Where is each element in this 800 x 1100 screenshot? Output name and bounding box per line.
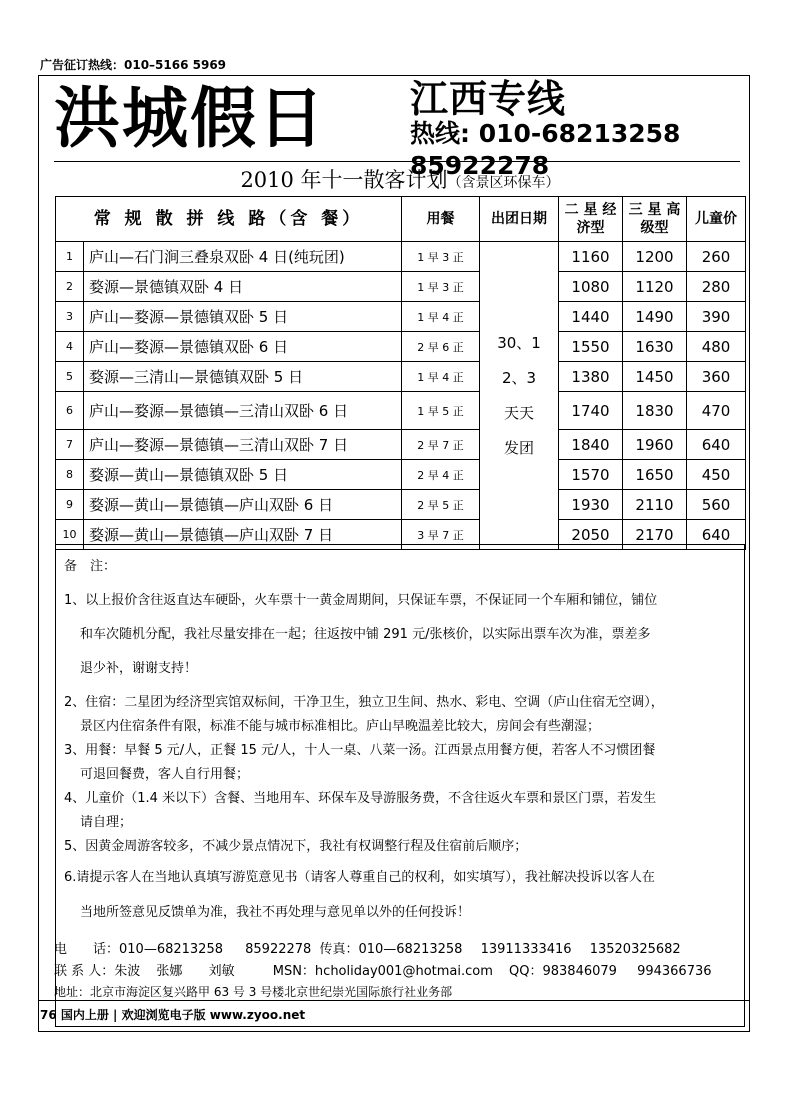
row-meal: 2 早 5 正	[402, 490, 480, 520]
header-three-star: 三 星 高级型	[623, 197, 687, 242]
note-4-cont: 请自理；	[80, 815, 133, 830]
row-no: 8	[56, 460, 84, 490]
table-row	[56, 392, 746, 430]
note-1: 1、以上报价含往返直达车硬卧，火车票十一黄金周期间，只保证车票，不保证同一个车厢和铺位，铺位	[64, 593, 658, 608]
row-route: 庐山—婺源—景德镇双卧 5 日	[84, 302, 402, 332]
row-no: 4	[56, 332, 84, 362]
row-route: 庐山—石门涧三叠泉双卧 4 日(纯玩团)	[84, 242, 402, 272]
table-row	[56, 332, 746, 362]
row-three-star: 1830	[623, 392, 687, 430]
row-route: 婺源—黄山—景德镇—庐山双卧 6 日	[84, 490, 402, 520]
line-name: 江西专线	[410, 77, 567, 121]
row-route: 庐山—婺源—景德镇—三清山双卧 6 日	[84, 392, 402, 430]
person-label: 联 系 人：	[54, 964, 115, 979]
table-row	[56, 460, 746, 490]
row-no: 7	[56, 430, 84, 460]
header-route: 常 规 散 拼 线 路（含 餐）	[56, 197, 402, 242]
brand-name: 洪城假日	[54, 79, 326, 157]
row-child: 640	[687, 520, 746, 550]
table-row	[56, 490, 746, 520]
row-three-star: 1200	[623, 242, 687, 272]
note-4: 4、儿童价（1.4 米以下）含餐、当地用车、环保车及导游服务费，不含往返火车票和景区门票，若发生	[64, 791, 657, 806]
plan-title-note: （含景区环保车）	[447, 175, 560, 191]
qq-contact: 994366736	[637, 964, 712, 979]
row-meal: 1 早 4 正	[402, 302, 480, 332]
contact-person: 朱波	[114, 964, 141, 979]
note-2: 2、住宿：二星团为经济型宾馆双标间，干净卫生，独立卫生间、热水、彩电、空调（庐山住宿无空调），	[64, 695, 664, 710]
price-table	[55, 196, 746, 550]
table-row	[56, 272, 746, 302]
row-three-star: 1450	[623, 362, 687, 392]
phone-number: 85922278	[245, 942, 312, 957]
mobile-number: 13520325682	[589, 942, 681, 957]
plan-title	[0, 166, 800, 197]
note-6: 6.请提示客人在当地认真填写游览意见书（请客人尊重自己的权利，如实填写），我社解决投诉以客人在	[64, 870, 655, 885]
row-meal: 1 早 5 正	[402, 392, 480, 430]
row-two-star: 2050	[559, 520, 623, 550]
msn-contact: MSN：hcholiday001@hotmai.com	[272, 964, 493, 979]
mobile-number: 13911333416	[480, 942, 572, 957]
note-3-cont: 可退回餐费，客人自行用餐；	[80, 767, 250, 782]
row-child: 560	[687, 490, 746, 520]
row-meal: 1 早 3 正	[402, 272, 480, 302]
contact-person: 张娜	[156, 964, 183, 979]
note-6-cont: 当地所签意见反馈单为准，我社不再处理与意见单以外的任何投诉！	[80, 905, 471, 920]
row-three-star: 1630	[623, 332, 687, 362]
row-two-star: 1160	[559, 242, 623, 272]
table-row	[56, 302, 746, 332]
row-no: 6	[56, 392, 84, 430]
hotline: 热线: 010-68213258 85922278	[410, 119, 681, 180]
dates-line: 30、1	[497, 333, 541, 352]
qq-contact: QQ：983846079	[509, 964, 617, 979]
fax-label: 传真：	[319, 942, 359, 957]
note-5: 5、因黄金周游客较多，不减少景点情况下，我社有权调整行程及住宿前后顺序；	[64, 839, 528, 854]
row-child: 480	[687, 332, 746, 362]
row-meal: 1 早 3 正	[402, 242, 480, 272]
phone-number: 010—68213258	[119, 942, 223, 957]
row-route: 婺源—黄山—景德镇双卧 5 日	[84, 460, 402, 490]
row-meal: 3 早 7 正	[402, 520, 480, 550]
row-three-star: 2110	[623, 490, 687, 520]
dates-line: 2、3	[501, 368, 537, 387]
phone-label: 电 话：	[54, 942, 120, 957]
row-no: 10	[56, 520, 84, 550]
header-divider	[54, 161, 740, 162]
row-no: 1	[56, 242, 84, 272]
row-no: 5	[56, 362, 84, 392]
header-child: 儿童价	[687, 197, 746, 242]
row-two-star: 1740	[559, 392, 623, 430]
row-route: 婺源—三清山—景德镇双卧 5 日	[84, 362, 402, 392]
address-line: 地址：北京市海淀区复兴路甲 63 号 3 号楼北京世纪崇光国际旅行社业务部	[54, 985, 453, 999]
row-child: 470	[687, 392, 746, 430]
fax-number: 010—68213258	[358, 942, 463, 957]
footer-text: 76 国内上册 | 欢迎浏览电子版 www.zyoo.net	[40, 1008, 306, 1022]
row-meal: 2 早 7 正	[402, 430, 480, 460]
row-three-star: 1960	[623, 430, 687, 460]
header-meal: 用餐	[402, 197, 480, 242]
row-meal: 2 早 4 正	[402, 460, 480, 490]
departure-dates	[480, 242, 559, 550]
row-two-star: 1440	[559, 302, 623, 332]
table-row	[56, 242, 746, 272]
dates-line: 发团	[504, 438, 535, 457]
footer-divider	[38, 1000, 750, 1001]
row-child: 360	[687, 362, 746, 392]
row-no: 9	[56, 490, 84, 520]
row-no: 3	[56, 302, 84, 332]
row-two-star: 1380	[559, 362, 623, 392]
note-3: 3、用餐：早餐 5 元/人，正餐 15 元/人，十人一桌、八菜一汤。江西景点用餐方便，若客人不习惯团餐	[64, 743, 656, 758]
row-two-star: 1570	[559, 460, 623, 490]
notes-heading: 备 注：	[64, 559, 117, 574]
row-meal: 1 早 4 正	[402, 362, 480, 392]
row-two-star: 1550	[559, 332, 623, 362]
row-three-star: 1120	[623, 272, 687, 302]
row-three-star: 1490	[623, 302, 687, 332]
row-child: 450	[687, 460, 746, 490]
header-date: 出团日期	[480, 197, 559, 242]
row-child: 390	[687, 302, 746, 332]
row-child: 640	[687, 430, 746, 460]
contact-phone-line	[54, 940, 754, 960]
contact-person-line	[54, 962, 754, 982]
row-three-star: 1650	[623, 460, 687, 490]
ad-hotline: 广告征订热线：010–5166 5969	[40, 58, 227, 72]
row-meal: 2 早 6 正	[402, 332, 480, 362]
row-two-star: 1080	[559, 272, 623, 302]
row-no: 2	[56, 272, 84, 302]
note-1-cont: 和车次随机分配，我社尽量安排在一起；往返按中铺 291 元/张核价，以实际出票车次为准，票差多	[80, 627, 651, 642]
note-2-cont: 景区内住宿条件有限，标准不能与城市标准相比。庐山早晚温差比较大，房间会有些潮湿；	[80, 719, 601, 734]
contact-person: 刘敏	[208, 964, 235, 979]
row-route: 婺源—景德镇双卧 4 日	[84, 272, 402, 302]
row-two-star: 1840	[559, 430, 623, 460]
row-route: 婺源—黄山—景德镇—庐山双卧 7 日	[84, 520, 402, 550]
table-row	[56, 430, 746, 460]
row-route: 庐山—婺源—景德镇双卧 6 日	[84, 332, 402, 362]
row-child: 280	[687, 272, 746, 302]
row-two-star: 1930	[559, 490, 623, 520]
table-row	[56, 362, 746, 392]
plan-title-text: 2010 年十一散客计划	[240, 168, 448, 192]
table-header-row	[56, 197, 746, 242]
row-child: 260	[687, 242, 746, 272]
row-route: 庐山—婺源—景德镇—三清山双卧 7 日	[84, 430, 402, 460]
note-1-cont: 退少补，谢谢支持！	[80, 661, 198, 676]
row-three-star: 2170	[623, 520, 687, 550]
dates-line: 天天	[504, 403, 535, 422]
header-two-star: 二 星 经济型	[559, 197, 623, 242]
